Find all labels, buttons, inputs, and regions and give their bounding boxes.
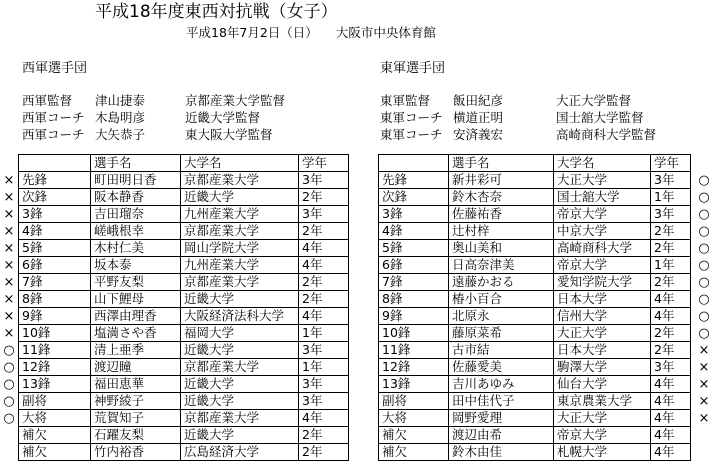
university-cell: 近畿大学 [181,291,299,308]
mark-spacer [697,155,711,172]
grade-cell: 3年 [651,359,691,376]
staff-affiliation: 近畿大学監督 [185,110,261,125]
grade-cell: 1年 [299,359,349,376]
result-mark: × [3,173,15,188]
result-mark: × [3,309,15,324]
table-row [19,240,349,257]
player-name-cell: 日高奈津美 [449,257,554,274]
west-roster-table [18,154,349,461]
staff-name: 木島明彦 [95,110,146,125]
grade-cell: 4年 [299,240,349,257]
result-mark: × [698,411,710,426]
grade-cell: 2年 [651,325,691,342]
grade-cell: 1年 [651,189,691,206]
result-mark: ○ [698,275,710,290]
university-cell: 九州産業大学 [181,206,299,223]
university-cell: 仙台大学 [554,376,651,393]
position-cell: 11鋒 [19,342,91,359]
position-cell: 8鋒 [19,291,91,308]
player-name-cell: 福田恵華 [91,376,181,393]
grade-header: 学年 [651,155,691,172]
grade-cell: 2年 [299,274,349,291]
table-row [19,189,349,206]
grade-cell: 2年 [651,342,691,359]
grade-cell: 2年 [651,223,691,240]
player-name-cell: 北原永 [449,308,554,325]
university-cell: 中京大学 [554,223,651,240]
player-name-cell: 渡辺瞳 [91,359,181,376]
position-cell: 4鋒 [379,223,449,240]
table-row [19,274,349,291]
university-cell: 京都産業大学 [181,359,299,376]
university-cell: 日本大学 [554,342,651,359]
position-cell: 13鋒 [379,376,449,393]
result-mark [2,427,16,444]
table-row [19,206,349,223]
university-cell: 近畿大学 [181,342,299,359]
staff-name: 横道正明 [453,110,504,125]
grade-cell: 4年 [299,410,349,427]
player-name-cell: 石躍友梨 [91,427,181,444]
player-name-cell: 木村仁美 [91,240,181,257]
result-mark: ○ [698,292,710,307]
grade-cell: 1年 [651,257,691,274]
table-row [19,291,349,308]
event-date: 平成18年7月2日（日） [186,25,318,40]
grade-cell: 2年 [299,223,349,240]
table-row [379,342,691,359]
east-team-label: 東軍選手団 [380,61,446,76]
university-cell: 信州大学 [554,308,651,325]
table-row [379,308,691,325]
player-name-cell: 吉田瑠奈 [91,206,181,223]
player-name-cell: 坂本泰 [91,257,181,274]
result-mark: ○ [3,377,15,392]
staff-role: 西軍コーチ [22,110,85,125]
result-mark: × [3,292,15,307]
staff-affiliation: 高崎商科大学監督 [556,127,657,142]
university-cell: 京都産業大学 [181,274,299,291]
university-cell: 帝京大学 [554,206,651,223]
table-row [379,393,691,410]
player-name-cell: 神野綾子 [91,393,181,410]
player-header: 選手名 [449,155,554,172]
grade-cell: 3年 [651,206,691,223]
table-row [379,325,691,342]
staff-name: 飯田紀彦 [453,93,504,108]
position-cell: 先鋒 [19,172,91,189]
university-cell: 国士舘大学 [554,189,651,206]
result-mark: × [698,343,710,358]
player-name-cell: 田中佳代子 [449,393,554,410]
table-row [19,393,349,410]
grade-cell: 4年 [651,291,691,308]
page-title: 平成18年度東西対抗戦（女子） [95,2,338,22]
table-row [19,427,349,444]
grade-cell: 4年 [651,410,691,427]
staff-affiliation: 国士舘大学監督 [556,110,644,125]
position-cell: 6鋒 [379,257,449,274]
university-cell: 岡山学院大学 [181,240,299,257]
university-header: 大学名 [554,155,651,172]
position-cell: 副将 [379,393,449,410]
table-row [19,444,349,461]
table-row [379,257,691,274]
mark-spacer [2,155,16,172]
grade-cell: 2年 [299,427,349,444]
result-mark: ○ [698,190,710,205]
university-cell: 札幌大学 [554,444,651,461]
player-name-cell: 竹内裕香 [91,444,181,461]
result-mark: × [3,190,15,205]
university-cell: 愛知学院大学 [554,274,651,291]
player-header: 選手名 [91,155,181,172]
grade-cell: 4年 [299,257,349,274]
position-cell: 次鋒 [19,189,91,206]
result-mark: × [698,394,710,409]
grade-cell: 4年 [651,427,691,444]
university-cell: 大正大学 [554,410,651,427]
position-cell: 補欠 [379,444,449,461]
player-name-cell: 清上亜季 [91,342,181,359]
player-name-cell: 岡野愛理 [449,410,554,427]
university-cell: 近畿大学 [181,393,299,410]
east-roster-table [378,154,691,461]
result-mark: ○ [698,241,710,256]
university-cell: 京都産業大学 [181,172,299,189]
position-cell: 3鋒 [379,206,449,223]
result-mark: × [3,224,15,239]
player-name-cell: 山下鯉母 [91,291,181,308]
grade-cell: 4年 [651,308,691,325]
result-mark: × [3,326,15,341]
player-name-cell: 鈴木杏奈 [449,189,554,206]
position-cell: 副将 [19,393,91,410]
staff-role: 西軍コーチ [22,127,85,142]
university-cell: 近畿大学 [181,427,299,444]
result-mark: ○ [698,173,710,188]
position-cell: 10鋒 [19,325,91,342]
table-row [379,172,691,189]
staff-affiliation: 京都産業大学監督 [185,93,286,108]
table-row [19,359,349,376]
table-row [19,376,349,393]
grade-cell: 4年 [651,444,691,461]
grade-cell: 2年 [651,274,691,291]
position-cell: 7鋒 [379,274,449,291]
position-cell: 9鋒 [19,308,91,325]
university-header: 大学名 [181,155,299,172]
university-cell: 京都産業大学 [181,223,299,240]
position-cell: 大将 [379,410,449,427]
table-row [379,223,691,240]
result-mark: ○ [698,309,710,324]
player-name-cell: 平野友梨 [91,274,181,291]
table-row [379,189,691,206]
player-name-cell: 吉川あゆみ [449,376,554,393]
west-team-label: 西軍選手団 [22,61,88,76]
university-cell: 大阪経済法科大学 [181,308,299,325]
player-name-cell: 町田明日香 [91,172,181,189]
player-name-cell: 嵯峨根幸 [91,223,181,240]
result-mark: ○ [3,343,15,358]
grade-cell: 3年 [651,172,691,189]
player-name-cell: 佐藤祐香 [449,206,554,223]
table-row [19,257,349,274]
player-name-cell: 阪本静香 [91,189,181,206]
position-cell: 11鋒 [379,342,449,359]
position-cell: 10鋒 [379,325,449,342]
position-cell: 12鋒 [379,359,449,376]
university-cell: 帝京大学 [554,427,651,444]
university-cell: 日本大学 [554,291,651,308]
player-name-cell: 塩満さや香 [91,325,181,342]
staff-affiliation: 大正大学監督 [556,93,632,108]
grade-cell: 3年 [299,393,349,410]
university-cell: 近畿大学 [181,376,299,393]
staff-role: 西軍監督 [22,93,73,108]
position-cell: 6鋒 [19,257,91,274]
table-row [19,223,349,240]
grade-cell: 4年 [651,393,691,410]
university-cell: 大正大学 [554,172,651,189]
position-cell: 13鋒 [19,376,91,393]
result-mark: ○ [3,360,15,375]
result-mark: ○ [698,224,710,239]
university-cell: 福岡大学 [181,325,299,342]
table-row [379,376,691,393]
player-name-cell: 荒賀知子 [91,410,181,427]
position-cell: 補欠 [19,444,91,461]
position-cell: 先鋒 [379,172,449,189]
table-row [19,342,349,359]
table-row [379,427,691,444]
position-cell: 5鋒 [379,240,449,257]
result-mark [2,444,16,461]
position-cell: 12鋒 [19,359,91,376]
west-result-marks [2,155,16,461]
table-row [379,206,691,223]
grade-cell: 2年 [299,444,349,461]
grade-cell: 3年 [299,206,349,223]
staff-role: 東軍コーチ [380,110,443,125]
position-cell: 3鋒 [19,206,91,223]
player-name-cell: 遠藤かおる [449,274,554,291]
grade-cell: 4年 [651,376,691,393]
event-venue: 大阪市中央体育館 [335,25,436,40]
table-header-row [379,155,691,172]
university-cell: 東京農業大学 [554,393,651,410]
staff-role: 東軍監督 [380,93,431,108]
grade-cell: 4年 [299,308,349,325]
position-cell: 9鋒 [379,308,449,325]
grade-header: 学年 [299,155,349,172]
event-info [186,23,454,41]
university-cell: 広島経済大学 [181,444,299,461]
position-header [379,155,449,172]
result-mark: × [698,360,710,375]
university-cell: 帝京大学 [554,257,651,274]
grade-cell: 2年 [299,189,349,206]
staff-name: 津山捷泰 [95,93,146,108]
table-row [379,274,691,291]
player-name-cell: 新井彩可 [449,172,554,189]
result-mark: ○ [3,411,15,426]
grade-cell: 1年 [299,325,349,342]
table-row [379,359,691,376]
grade-cell: 3年 [299,376,349,393]
position-cell: 4鋒 [19,223,91,240]
university-cell: 駒澤大学 [554,359,651,376]
position-cell: 次鋒 [379,189,449,206]
position-header [19,155,91,172]
player-name-cell: 藤原菜希 [449,325,554,342]
university-cell: 九州産業大学 [181,257,299,274]
table-row [379,444,691,461]
position-cell: 8鋒 [379,291,449,308]
result-mark: ○ [698,207,710,222]
result-mark: × [3,275,15,290]
grade-cell: 3年 [299,172,349,189]
table-row [19,410,349,427]
university-cell: 高崎商科大学 [554,240,651,257]
university-cell: 近畿大学 [181,189,299,206]
position-cell: 7鋒 [19,274,91,291]
table-row [379,240,691,257]
result-mark: ○ [698,258,710,273]
position-cell: 5鋒 [19,240,91,257]
staff-name: 安済義宏 [453,127,504,142]
table-row [379,291,691,308]
player-name-cell: 西澤由理香 [91,308,181,325]
university-cell: 大正大学 [554,325,651,342]
grade-cell: 2年 [299,291,349,308]
position-cell: 補欠 [379,427,449,444]
player-name-cell: 椿小百合 [449,291,554,308]
table-row [19,172,349,189]
university-cell: 京都産業大学 [181,410,299,427]
result-mark: × [3,207,15,222]
result-mark: ○ [698,326,710,341]
table-row [19,325,349,342]
east-result-marks [697,155,711,461]
player-name-cell: 辻村梓 [449,223,554,240]
player-name-cell: 渡辺由希 [449,427,554,444]
position-cell: 補欠 [19,427,91,444]
position-cell: 大将 [19,410,91,427]
staff-name: 大矢恭子 [95,127,146,142]
table-header-row [19,155,349,172]
result-mark: × [3,241,15,256]
table-row [379,410,691,427]
result-mark: × [3,258,15,273]
result-mark [697,427,711,444]
staff-affiliation: 東大阪大学監督 [185,127,273,142]
table-row [19,308,349,325]
staff-role: 東軍コーチ [380,127,443,142]
result-mark: × [698,377,710,392]
player-name-cell: 鈴木由佳 [449,444,554,461]
result-mark: ○ [3,394,15,409]
player-name-cell: 奥山美和 [449,240,554,257]
grade-cell: 3年 [299,342,349,359]
grade-cell: 2年 [651,240,691,257]
player-name-cell: 古市結 [449,342,554,359]
result-mark [697,444,711,461]
player-name-cell: 佐藤愛美 [449,359,554,376]
